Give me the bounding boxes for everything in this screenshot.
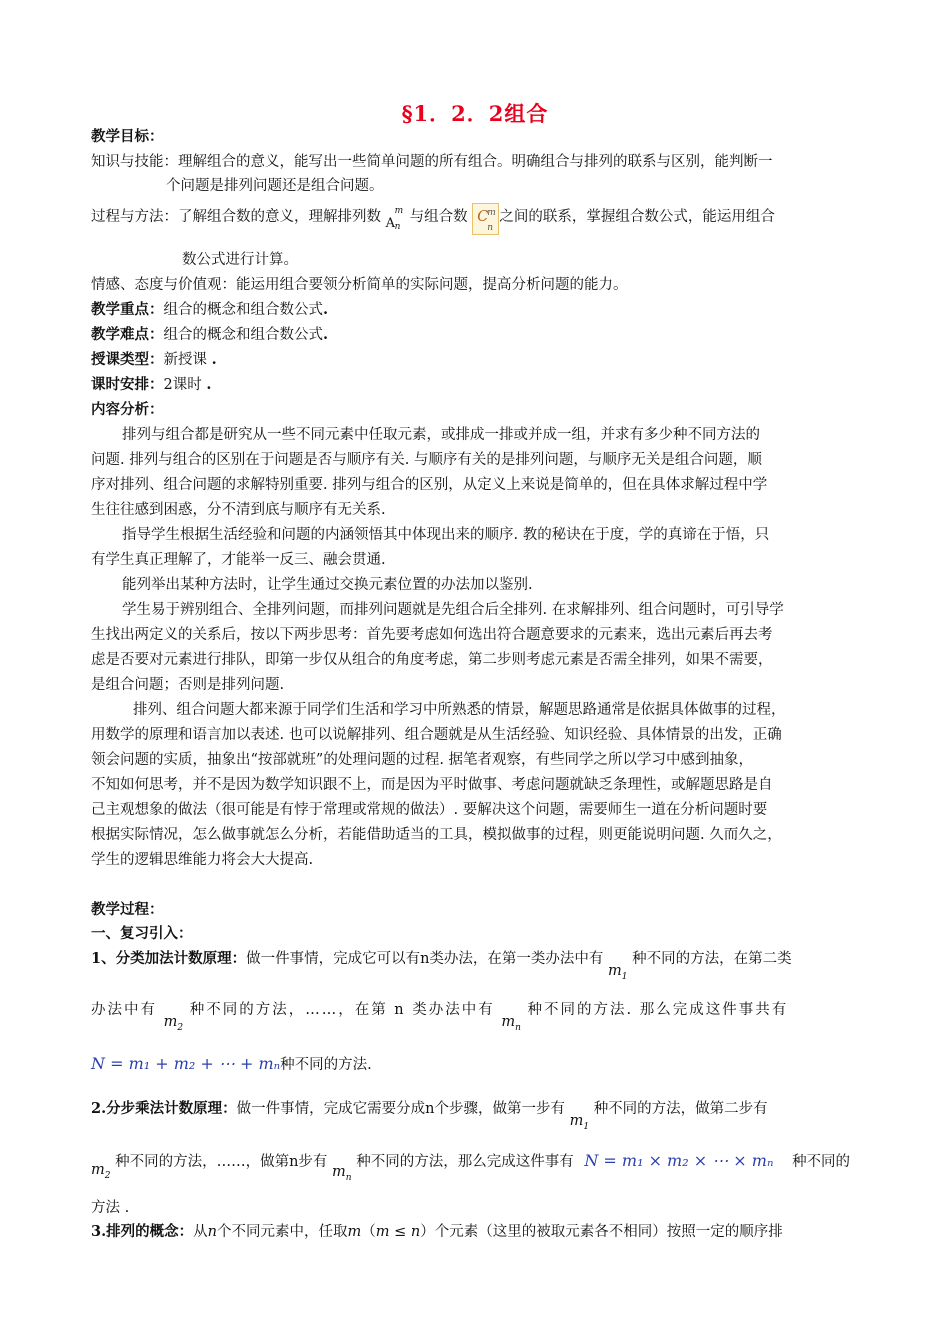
process-line-1: 过程与方法：了解组合数的意义，理解排列数 A m n 与组合数 C m n 之间的联系，掌握组合数公式，能运用组合 [91, 203, 775, 235]
mn-symbol: $m_n$ [501, 1014, 521, 1033]
knowledge-line-2: 个问题是排列问题还是组合问题。 [166, 178, 384, 194]
multiplication-principle-line-3: 方法 . [91, 1200, 130, 1216]
analysis-p5-line: 根据实际情况，怎么做事就怎么分析，若能借助适当的工具，模拟做事的过程，则更能说明问题. 久而久之， [91, 827, 782, 843]
process-heading: 教学过程： [91, 901, 164, 918]
permutation-concept-line: 3.排列的概念：从n个不同元素中，任取m（m ≤ n）个元素（这里的被取元素各不相同）按照一定的顺序排 [91, 1223, 783, 1240]
analysis-p4-line: 学生易于辨别组合、全排列问题，而排列问题就是先组合后全排列. 在求解排列、组合问题时，可引导学 [122, 602, 784, 618]
multiplication-principle-line-1: 2.分步乘法计数原理：做一件事情，完成它需要分成n个步骤，做第一步有 $m_1$ 种不同的方法，做第二步有 [91, 1100, 768, 1132]
multiplication-principle-line-2: $m_2$ 种不同的方法，……，做第n步有 $m_n$ 种不同的方法，那么完成这件事有 N = m₁ × m₂ × ⋯ × mₙ 种不同的 [91, 1151, 851, 1183]
product-formula: N = m₁ × m₂ × ⋯ × mₙ [584, 1151, 774, 1170]
page-title: §1．2．2组合 [401, 101, 549, 126]
sum-formula: N = m₁ + m₂ + ⋯ + mₙ [91, 1054, 281, 1073]
analysis-p5-line: 领会问题的实质，抽象出“按部就班”的处理问题的过程. 据笔者观察，有些同学之所以学习中感到抽象， [91, 752, 754, 768]
key-point: 教学重点：组合的概念和组合数公式. [91, 301, 329, 318]
analysis-p1-line: 问题. 排列与组合的区别在于问题是否与顺序有关. 与顺序有关的是排列问题，与顺序无关是组合问题，顺 [91, 452, 762, 468]
m1-symbol: $m_1$ [569, 1113, 590, 1132]
difficulty: 教学难点：组合的概念和组合数公式. [91, 326, 329, 343]
schedule: 课时安排：2课时 . [91, 376, 212, 393]
analysis-p5-line: 不知如何思考，并不是因为数学知识跟不上，而是因为平时做事、考虑问题就缺乏条理性，或解题思路是自 [91, 777, 773, 793]
objectives-heading: 教学目标： [91, 128, 164, 145]
analysis-p5-line: 排列、组合问题大都来源于同学们生活和学习中所熟悉的情景，解题思路通常是依据具体做事的过程， [133, 702, 786, 718]
analysis-p5-line: 用数学的原理和语言加以表述. 也可以说解排列、组合题就是从生活经验、知识经验、具体情景的出发，正确 [91, 727, 782, 743]
m2-symbol: $m_2$ [163, 1014, 184, 1033]
analysis-p2-line: 有学生真正理解了，才能举一反三、融会贯通. [91, 552, 386, 568]
combination-symbol: C m n [472, 203, 499, 235]
knowledge-line-1: 知识与技能：理解组合的意义，能写出一些简单问题的所有组合。明确组合与排列的联系与区别，能判断一 [91, 154, 773, 170]
addition-principle-line-3: N = m₁ + m₂ + ⋯ + mₙ种不同的方法. [91, 1054, 372, 1073]
addition-principle-line-2: 办法中有 $m_2$ 种不同的方法，……，在第 n 类办法中有 $m_n$ 种不同的方法. 那么完成这件事共有 [91, 1002, 789, 1033]
analysis-p3-line: 能列举出某种方法时，让学生通过交换元素位置的办法加以鉴别. [122, 577, 533, 593]
review-heading: 一、复习引入： [91, 925, 193, 942]
lesson-type: 授课类型：新授课 . [91, 351, 217, 368]
emotion-line: 情感、态度与价值观：能运用组合要领分析简单的实际问题，提高分析问题的能力。 [91, 277, 628, 293]
analysis-p4-line: 生找出两定义的关系后，按以下两步思考：首先要考虑如何选出符合题意要求的元素来，选出元素后再去考 [91, 627, 773, 643]
analysis-p1-line: 排列与组合都是研究从一些不同元素中任取元素，或排成一排或并成一组，并求有多少种不同方法的 [122, 427, 760, 443]
addition-principle-line-1: 1、分类加法计数原理：做一件事情，完成它可以有n类办法，在第一类办法中有 $m_1$ 种不同的方法，在第二类 [91, 950, 792, 982]
analysis-p1-line: 生往往感到困惑，分不清到底与顺序有无关系. [91, 502, 386, 518]
analysis-p4-line: 虑是否要对元素进行排队，即第一步仅从组合的角度考虑，第二步则考虑元素是否需全排列，如果不需要， [91, 652, 773, 668]
analysis-p5-line: 学生的逻辑思维能力将会大大提高. [91, 852, 314, 868]
mn-symbol: $m_n$ [332, 1164, 352, 1183]
analysis-heading: 内容分析： [91, 401, 164, 418]
m1-symbol: $m_1$ [608, 963, 628, 982]
m2-symbol: $m_2$ [91, 1162, 111, 1181]
analysis-p2-line: 指导学生根据生活经验和问题的内涵领悟其中体现出来的顺序. 教的秘诀在于度，学的真谛在于悟，只 [122, 527, 770, 543]
analysis-p4-line: 是组合问题；否则是排列问题. [91, 677, 285, 693]
process-line-2: 数公式进行计算。 [182, 252, 298, 268]
permutation-symbol: A m n [385, 206, 404, 232]
analysis-p1-line: 序对排列、组合问题的求解特别重要. 排列与组合的区别，从定义上来说是简单的，但在具体求解过程中学 [91, 477, 768, 493]
analysis-p5-line: 己主观想象的做法（很可能是有悖于常理或常规的做法）. 要解决这个问题，需要师生一道在分析问题时要 [91, 802, 768, 818]
